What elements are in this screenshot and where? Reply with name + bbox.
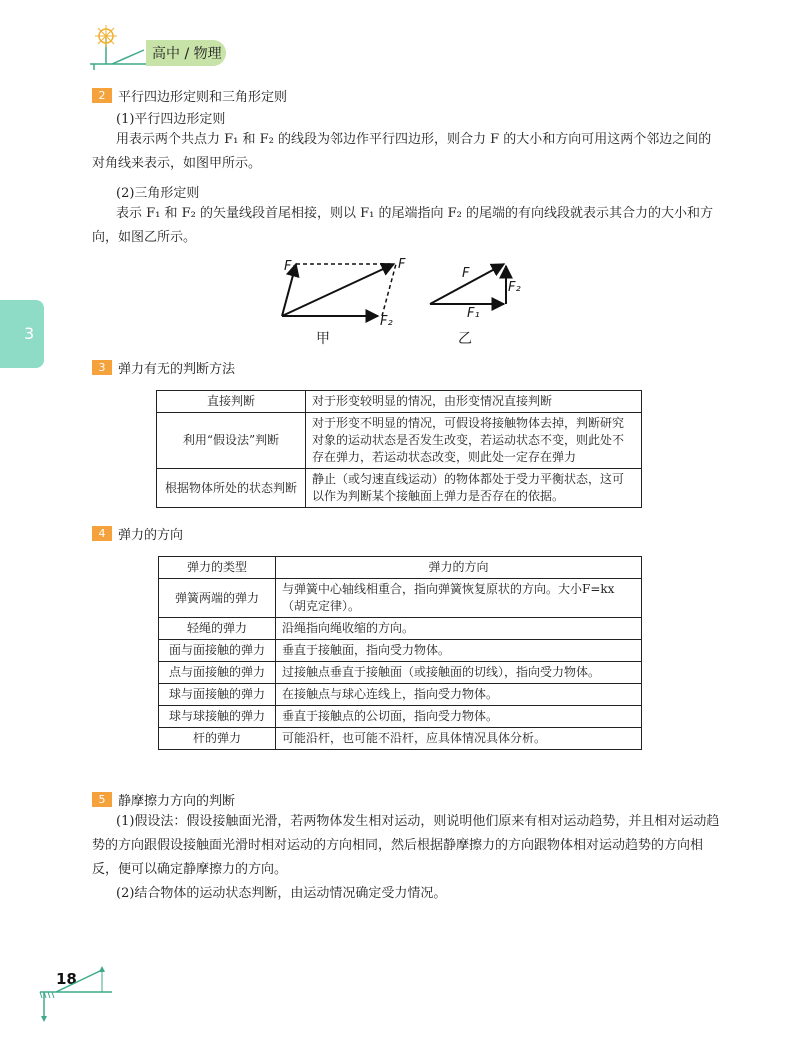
table-row [159, 662, 642, 684]
table-cell-direction: 在接触点与球心连线上，指向受力物体。 [276, 684, 642, 706]
table-cell-type: 球与面接触的弹力 [159, 684, 276, 706]
footer-decoration-icon [36, 964, 116, 1024]
table-row [157, 391, 642, 413]
section2-sub1: (1)平行四边形定则 [116, 112, 226, 127]
page-number: 18 [56, 970, 77, 988]
chapter-side-tab [0, 300, 44, 368]
dashed-side-right [382, 264, 396, 316]
table-cell-type: 球与球接触的弹力 [159, 706, 276, 728]
table-header-row [159, 557, 642, 579]
section3-number: 3 [92, 360, 112, 375]
section2-number: 2 [92, 88, 112, 103]
table-cell-type: 轻绳的弹力 [159, 618, 276, 640]
section2-sub2: (2)三角形定则 [116, 186, 200, 201]
table-cell-desc: 静止（或匀速直线运动）的物体都处于受力平衡状态，这可以作为判断某个接触面上弹力是否存在的依据。 [306, 469, 642, 508]
section2-para2-line2: 向，如图乙所示。 [92, 230, 197, 245]
fig-b-label-f1: F₁ [467, 306, 480, 321]
table-cell-direction: 沿绳指向绳收缩的方向。 [276, 618, 642, 640]
table-cell-desc: 对于形变不明显的情况，可假设将接触物体去掉，判断研究对象的运动状态是否发生改变，若运动状态不变，则此处不存在弹力，若运动状态改变，则此处一定存在弹力 [306, 413, 642, 469]
section5-para1-line2: 势的方向跟假设接触面光滑时相对运动的方向相同，然后根据静摩擦力的方向跟物体相对运动趋势的方向相 [92, 838, 704, 853]
section2-title: 平行四边形定则和三角形定则 [118, 89, 288, 105]
table-row [159, 618, 642, 640]
elastic-force-judgement-table [156, 390, 642, 508]
table-cell-type: 面与面接触的弹力 [159, 640, 276, 662]
table-cell-method: 利用“假设法”判断 [157, 413, 306, 469]
elastic-force-direction-table [158, 556, 642, 750]
fig-a-label-f2: F₂ [380, 314, 393, 329]
section2-para1-line2: 对角线来表示，如图甲所示。 [92, 156, 262, 171]
section2-heading [92, 86, 287, 104]
section3-heading [92, 358, 235, 376]
section5-heading [92, 790, 235, 808]
table-cell-desc: 对于形变较明显的情况，由形变情况直接判断 [306, 391, 642, 413]
table-cell-direction: 垂直于接触面，指向受力物体。 [276, 640, 642, 662]
section4-number: 4 [92, 526, 112, 541]
table-cell-method: 直接判断 [157, 391, 306, 413]
table-row [157, 413, 642, 469]
table-cell-direction: 可能沿杆，也可能不沿杆，应具体情况具体分析。 [276, 728, 642, 750]
fig-a-label-f: F [398, 257, 406, 272]
table-header-direction: 弹力的方向 [276, 557, 642, 579]
table-cell-method: 根据物体所处的状态判断 [157, 469, 306, 508]
table-cell-direction: 过接触点垂直于接触面（或接触面的切线），指向受力物体。 [276, 662, 642, 684]
table-cell-type: 弹簧两端的弹力 [159, 579, 276, 618]
fig-b-label-f2: F₂ [508, 280, 521, 295]
table-cell-direction: 与弹簧中心轴线相重合，指向弹簧恢复原状的方向。大小F=kx（胡克定律）。 [276, 579, 642, 618]
section5-number: 5 [92, 792, 112, 807]
table-row [159, 579, 642, 618]
table-row [159, 640, 642, 662]
fig-b-caption: 乙 [458, 331, 472, 347]
table-header-type: 弹力的类型 [159, 557, 276, 579]
table-cell-type: 点与面接触的弹力 [159, 662, 276, 684]
table-cell-direction: 垂直于接触点的公切面，指向受力物体。 [276, 706, 642, 728]
fig-a-label-f1: F₁ [284, 259, 297, 274]
header-title: 高中 / 物理 [152, 46, 222, 62]
vector-f-arrow [282, 264, 394, 316]
section3-title: 弹力有无的判断方法 [118, 361, 236, 377]
section5-para1-line1: (1)假设法：假设接触面光滑，若两物体发生相对运动，则说明他们原来有相对运动趋势，并且相对运动趋 [116, 814, 720, 829]
table-row [157, 469, 642, 508]
section4-title: 弹力的方向 [118, 527, 184, 543]
section2-para2-line1: 表示 F₁ 和 F₂ 的矢量线段首尾相接，则以 F₁ 的尾端指向 F₂ 的尾端的有向线段就表示其合力的大小和方 [116, 206, 713, 221]
fig-a-caption: 甲 [316, 331, 330, 347]
section5-title: 静摩擦力方向的判断 [118, 793, 236, 809]
table-row [159, 728, 642, 750]
chapter-side-tab-label: 3 [24, 324, 35, 343]
table-cell-type: 杆的弹力 [159, 728, 276, 750]
section4-heading [92, 524, 183, 542]
section5-para1-line3: 反，便可以确定静摩擦力的方向。 [92, 862, 288, 877]
section2-para1-line1: 用表示两个共点力 F₁ 和 F₂ 的线段为邻边作平行四边形，则合力 F 的大小和方向可用这两个邻边之间的 [116, 132, 712, 147]
table-row [159, 706, 642, 728]
fig-b-label-f: F [462, 266, 470, 281]
section5-para2: (2)结合物体的运动状态判断，由运动情况确定受力情况。 [116, 886, 447, 901]
table-row [159, 684, 642, 706]
header-logo-icon [88, 24, 148, 72]
